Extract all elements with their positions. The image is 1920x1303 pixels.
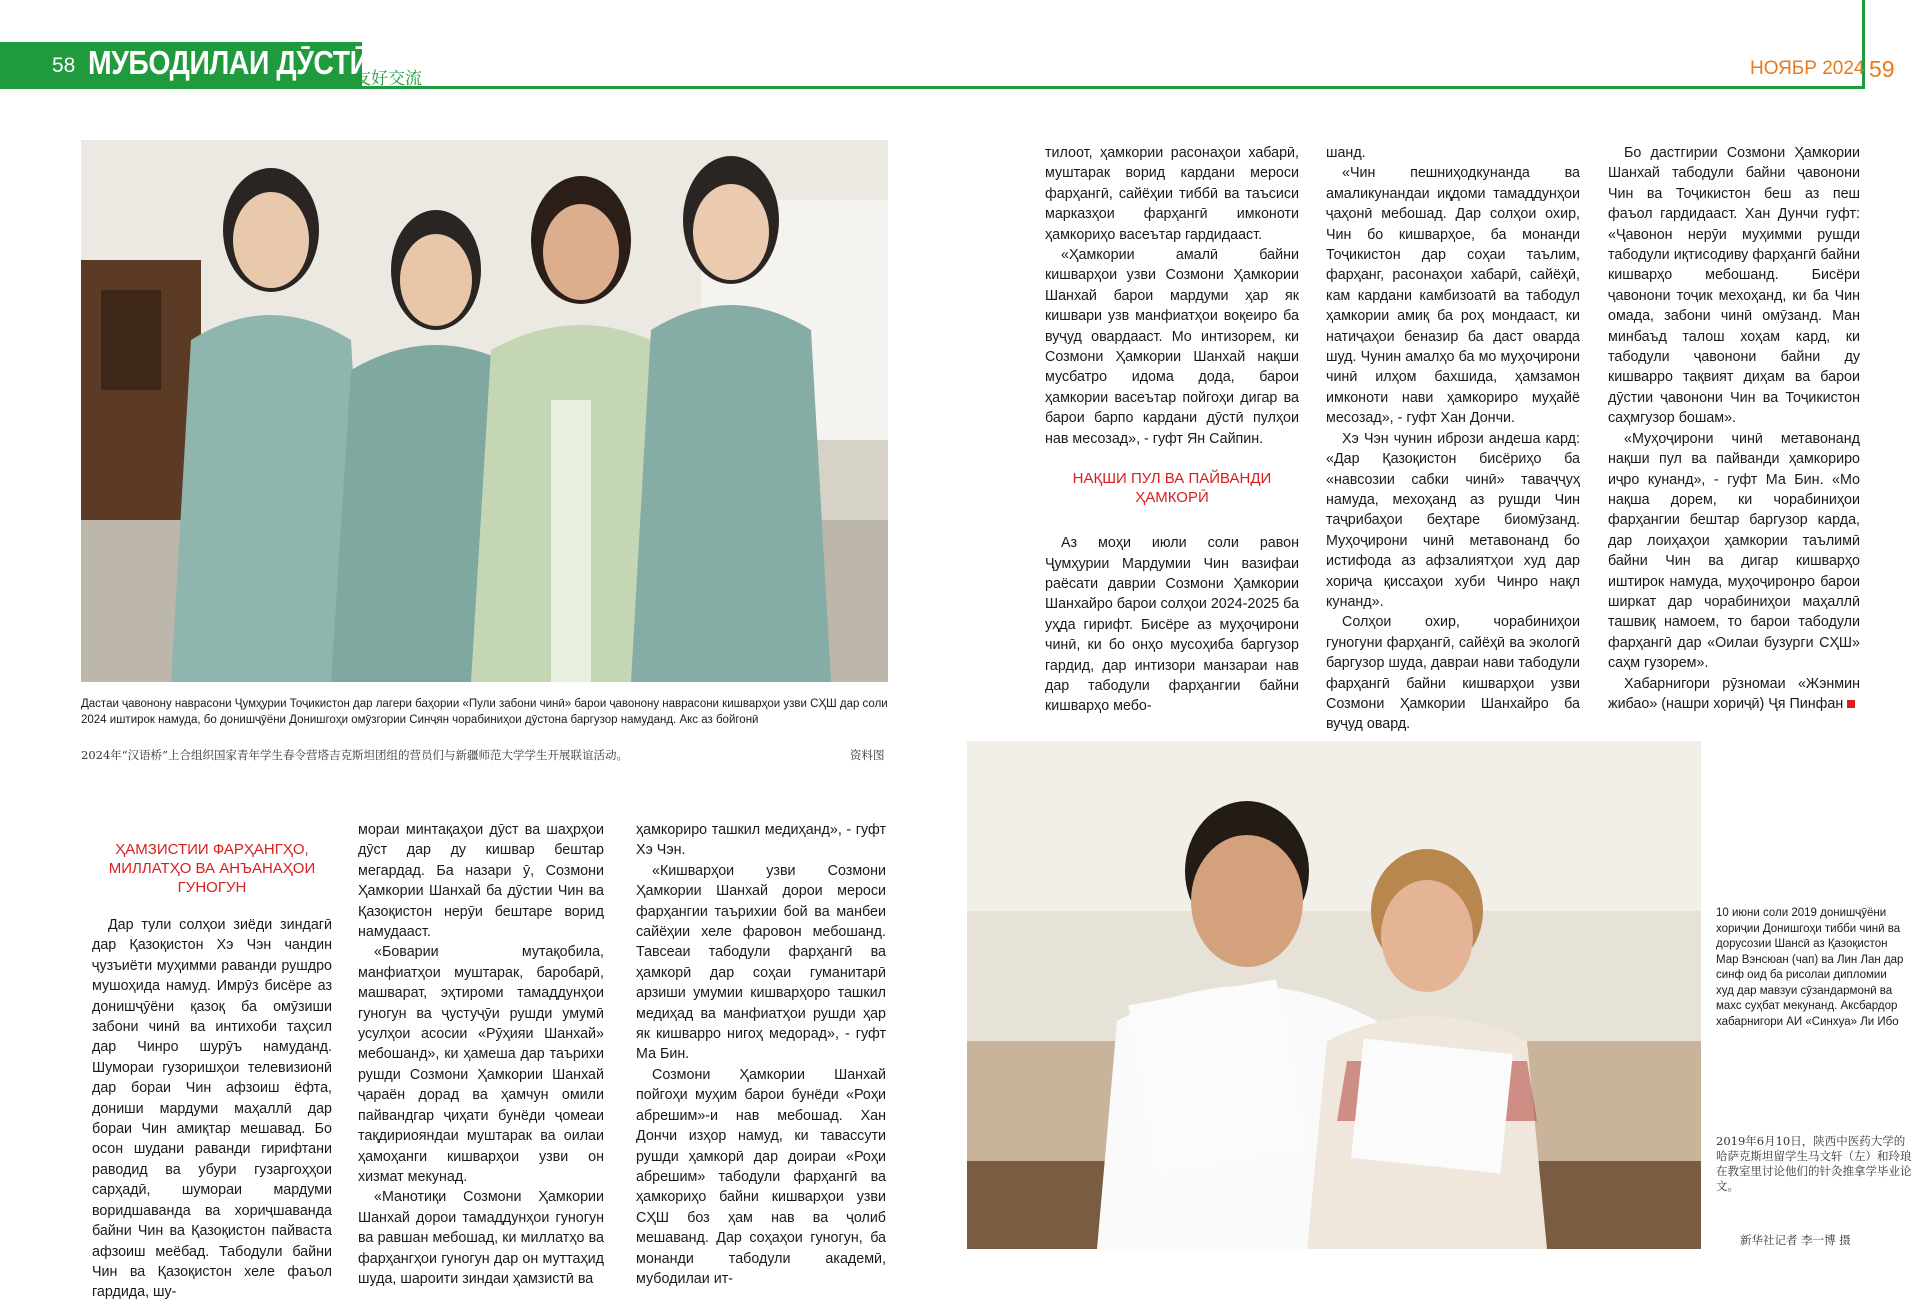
paragraph: Созмони Ҳамкории Шанхай пойгоҳи муҳим барои бунёди «Роҳи абрешим»-и нав мебошад. Хан Дончи изҳор намуд, ки тавассути рушди ҳамкорӣ дар доираи «Роҳи абрешим» табодули фарҳангӣ ва ҳамкориҳо байни кишварҳои узви СҲШ боз ҳам нав ва ҷолиб мешаванд. Дар соҳаҳои гуногун, ба монанди табодули академӣ, мубодилаи ит-	[636, 1066, 886, 1287]
right-page-number: 59	[1869, 56, 1895, 82]
issue-date: НОЯБР 2024	[1750, 58, 1865, 79]
students-photo	[967, 741, 1701, 1249]
paragraph: Хэ Чэн чунин ибрози андеша кард: «Дар Қазоқистон бисёриҳо ба «навсозии сабки чинӣ» таваҷҷуҳ намуда, мехоҳанд аз рушди Чин таҷрибаҳои беҳтаре биомӯзанд. Муҳоҷирони чинӣ метавонанд бо истифода аз афзалиятҳои худ дар хориҷа қиссаҳои хуби Чинро нақл кунанд».	[1326, 430, 1580, 610]
paragraph: тилоот, ҳамкории расонаҳои хабарӣ, муштарак ворид кардани мероси фарҳангӣ, сайёҳии тиббӣ ва таъсиси марказҳои фарҳангӣ имконоти ҳамкориҳо васеътар гардидааст.	[1045, 145, 1299, 243]
paragraph: «Муҳоҷирони чинӣ метавонанд нақши пул ва пайванди ҳамкориро иҷро кунанд», - гуфт Ма Бин. «Мо нақша дорем, ки чорабиниҳои фарҳангии бештар баргузор карда, дар лоиҳаҳои ҳамкории таълимӣ байни Чин ва дигар кишварҳо иштирок намуда, муҳоҷиронро барои ширкат дар чорабиниҳои маҳаллӣ ташвиқ намоем, то барои табодули фарҳангӣ дар «Оилаи бузурги СҲШ» саҳм гузорем».	[1608, 430, 1860, 672]
article-column-top-2	[1326, 143, 1580, 735]
section-heading: ҲАМЗИСТИИ ФАРҲАНГҲО, МИЛЛАТҲО ВА АНЪАНАҲОИ ГУНОГУН	[108, 841, 316, 896]
article-column-top-1	[1045, 143, 1299, 717]
photo2-caption-chinese: 2019年6月10日，陕西中医药大学的哈萨克斯坦留学生马文轩（左）和玲琅在教室里讨论他们的针灸推拿学毕业论文。	[1716, 1134, 1912, 1193]
byline: Хабарнигори рӯзномаи «Жэнмин жибао» (нашри хориҷӣ) Ҷя Пинфан	[1608, 675, 1860, 712]
paragraph: Солҳои охир, чорабиниҳои гуногуни фарҳангӣ, сайёҳӣ ва экологӣ баргузор шуда, давраи нави табодули фарҳангӣ байни кишварҳои узви Созмони Ҳамкории Шанхайро ба вуҷуд овард.	[1326, 614, 1580, 733]
header-rule	[0, 86, 1862, 89]
paragraph: Дар тули солҳои зиёди зиндагӣ дар Қазоқистон Хэ Чэн чандин ҷузъиёти муҳимми раванди рушдро мушоҳида намуд. Имрӯз бисёре аз донишҷӯёни қазоқ ба омӯзиши забони чинӣ ва интихоби таҳсил дар Чинро шурӯъ намуданд. Шумораи гузоришҳои телевизионӣ дар бораи Чин афзоиш ёфта, дониши мардуми маҳаллӣ дар бораи Чин амиқтар мешавад. Бо осон шудани раванди гирифтани раводид ва убури гузаргоҳҳои сарҳадӣ, шумораи мардуми воридшаванда ва хориҷшаванда байни Чин ва Қазоқистон пайваста афзоиш меёбад. Табодули байни Чин ва Қазоқистон хеле фаъол гардида, шу-	[92, 917, 332, 1301]
photo1-caption: Дастаи ҷавонону наврасони Ҷумҳурии Тоҷикистон дар лагери баҳории «Пули забони чинӣ» барои ҷавонону наврасони кишварҳои узви СҲШ дар соли 2024 иштирок намуда, бо донишҷӯёни Донишгоҳи омӯзгории Синҷян чорабиниҳои дӯстона баргузор намуданд. Акс аз бойгонӣ	[81, 698, 888, 726]
end-of-article-mark	[1847, 700, 1855, 708]
paragraph: «Манотиқи Созмони Ҳамкории Шанхай дорои тамаддунҳои гуногун ва равшан мебошад, ки миллатҳо ва фарҳангҳои гуногун дар он муттаҳид шуда, шароити зиндаи ҳамзистӣ ва	[358, 1189, 604, 1287]
paragraph: «Ҳамкории амалӣ байни кишварҳои узви Созмони Ҳамкории Шанхай барои мардуми ҳар як кишвари узв манфиатҳои воқеиро ба вуҷуд овардааст. Мо интизорем, ки Созмони Ҳамкории Шанхай нақши мусбатро идома дода, барои ҳамкории васеътар пойгоҳи дигар ва барои барпо кардани дӯстӣ пулҳои нав месозад», - гуфт Ян Сайпин.	[1045, 247, 1299, 447]
left-page-number: 58	[52, 54, 76, 77]
paragraph: Аз моҳи июли соли равон Ҷумҳурии Мардумии Чин вазифаи раёсати даврии Созмони Ҳамкории Шанхайро барои солҳои 2024-2025 ба уҳда гирифт. Бисёре аз муҳоҷирони чинӣ, ки бо онҳо мусоҳиба баргузор гардид, дар интизори манзараи нав дар табодули фарҳангии байни кишварҳо мебо-	[1045, 535, 1299, 715]
group-photo	[81, 140, 888, 682]
paragraph: ҳамкориро ташкил медиҳанд», - гуфт Хэ Чэн.	[636, 822, 886, 859]
article-column-bottom-2	[358, 820, 604, 1289]
section-heading: НАҚШИ ПУЛ ВА ПАЙВАНДИ ҲАМКОРӢ	[1072, 470, 1272, 507]
paragraph: шанд.	[1326, 145, 1366, 161]
paragraph	[1608, 674, 1860, 715]
paragraph: «Чин пешниҳодкунанда ва амаликунандаи иқдоми тамаддунҳои ҷаҳонӣ мебошад. Дар солҳои охир, Чин бо кишварҳое, ба монанди Тоҷикистон дар соҳаи таълим, фарҳанг, расонаҳои хабарӣ, сайёҳӣ, кам кардани камбизоатӣ ва табодул ҳамкории амиқ ба роҳ мондааст, ки натиҷаҳои беназир ба даст оварда шуд. Чунин амалҳо ба мо муҳоҷирони чинӣ илҳом бахшида, ҳамзамон имконоти нави ҳамкориро муҳайё месозад», - гуфт Хан Дончи.	[1326, 165, 1580, 427]
article-column-top-3	[1608, 143, 1860, 714]
photo2-credit: 新华社记者 李一博 摄	[1740, 1233, 1851, 1247]
article-column-bottom-3	[636, 820, 886, 1289]
paragraph: Бо дастгирии Созмони Ҳамкории Шанхай табодули байни ҷавонони Чин ва Тоҷикистон беш аз пеш фаъол гардидааст. Хан Дунчи гуфт: «Ҷавонон нерӯи муҳимми рушди табодули иқтисодиву фарҳангӣ байни кишварҳо мебошанд. Бисёри ҷавонони тоҷик мехоҳанд, ки ба Чин омада, забони чинӣ омӯзанд. Ман минбаъд талош хоҳам кард, ки табодули ҷавонони байни ду кишварро тақвият диҳам ва барои дӯстии ҷавонони Чин ва Тоҷикистон саҳмгузор бошам».	[1608, 145, 1860, 427]
paragraph: «Боварии мутақобила, манфиатҳои муштарак, баробарӣ, машварат, эҳтироми тамаддунҳои гуногун ва ҷустуҷӯи рушди умумӣ усулҳои асосии «Рӯҳияи Шанхай» мебошанд», ки ҳамеша дар таърихи рушди Созмони Ҳамкории Шанхай ҷараён дорад ва ҳамчун омили пайвандгар ҷиҳати бунёди ҷомеаи тақдириояндаи муштарак ва оилаи ҳамоҳанги кишварҳои узви он хизмат мекунад.	[358, 944, 604, 1185]
photo2-caption: 10 июни соли 2019 донишҷӯёни хориҷии Донишгоҳи тибби чинӣ ва дорусозии Шансӣ аз Қазоқистон Мар Вэнсюан (чап) ва Лин Лан дар синф оид ба рисолаи дипломии худ дар мавзуи сӯзандармонӣ ва махс суҳбат мекунанд. Аксбардор хабарнигори АИ «Синхуа» Ли Ибо	[1716, 907, 1904, 1028]
section-title: МУБОДИЛАИ ДӮСТӢ	[88, 44, 370, 81]
article-column-bottom-1	[92, 840, 332, 1303]
paragraph: мораи минтақаҳои дӯст ва шаҳрҳои дӯст дар ду кишвар бештар мегардад. Ба назари ӯ, Созмони Ҳамкории Шанхай ба дӯстии Чин ва Қазоқистон нерӯи бештаре ворид намудааст.	[358, 822, 604, 941]
section-title-chinese: 友好交流	[354, 69, 422, 89]
photo1-credit: 资料图	[850, 748, 885, 762]
paragraph: «Кишварҳои узви Созмони Ҳамкории Шанхай дорои мероси фарҳангии таърихии бой ва манбеи сайёҳии хеле фаровон мебошанд. Тавсеаи табодули фарҳангӣ ва ҳамкорӣ дар соҳаи гуманитарӣ арзиши умумии кишварҳоро ташкил медиҳад ва манфиатҳои рушди ҳар як кишварро нигоҳ медорад», - гуфт Ма Бин.	[636, 862, 886, 1063]
photo1-caption-chinese: 2024年“汉语桥”上合组织国家青年学生春令营塔吉克斯坦团组的营员们与新疆师范大学学生开展联谊活动。	[81, 748, 629, 762]
